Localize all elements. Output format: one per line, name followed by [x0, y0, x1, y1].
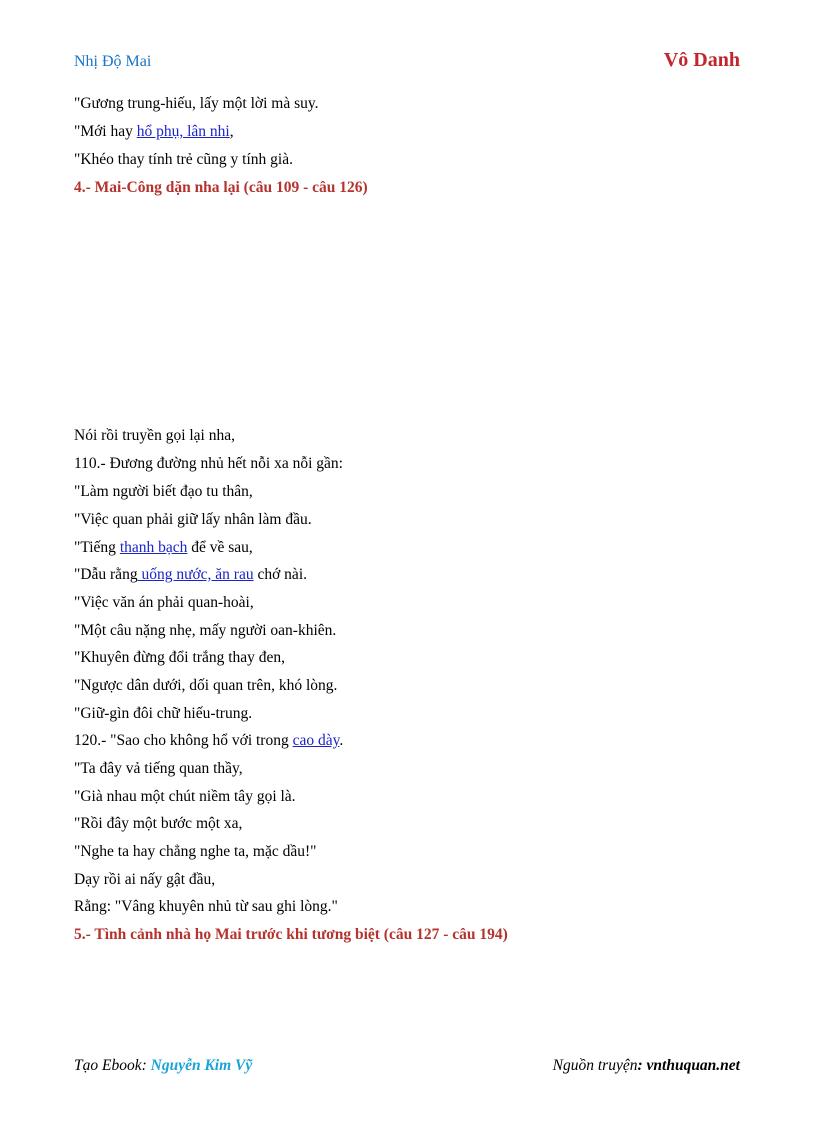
verse-line: "Một câu nặng nhẹ, mấy người oan-khiên. — [74, 622, 337, 639]
verse-line — [74, 731, 343, 751]
header-book-title: Nhị Độ Mai — [74, 53, 152, 70]
footer-source — [553, 1057, 740, 1075]
verse-line: Nói rồi truyền gọi lại nha, — [74, 427, 235, 444]
annotation-link[interactable]: thanh bạch — [119, 539, 188, 556]
verse-text: , — [229, 123, 234, 140]
section-heading-5: 5.- Tình cảnh nhà họ Mai trước khi tương biệt (câu 127 - câu 194) — [74, 926, 508, 943]
verse-line — [74, 122, 234, 142]
verse-line: "Làm người biết đạo tu thân, — [74, 483, 253, 500]
verse-line: "Việc văn án phải quan-hoài, — [74, 594, 254, 611]
footer-label: Nguồn truyện — [552, 1057, 638, 1074]
verse-text: chớ nài. — [253, 566, 307, 583]
footer-label: Tạo Ebook — [74, 1057, 142, 1074]
section-heading-4: 4.- Mai-Công dặn nha lại (câu 109 - câu 126) — [74, 179, 368, 196]
verse-line: "Khéo thay tính trẻ cũng y tính già. — [74, 151, 293, 168]
verse-line: "Việc quan phải giữ lấy nhân làm đầu. — [74, 511, 312, 528]
verse-text: "Mới hay — [74, 123, 137, 140]
verse-line: "Già nhau một chút niềm tây gọi là. — [74, 788, 296, 805]
annotation-link[interactable]: uống nước, ăn rau — [137, 566, 254, 583]
verse-line: "Giữ-gìn đôi chữ hiếu-trung. — [74, 705, 253, 722]
verse-line: "Gương trung-hiếu, lấy một lời mà suy. — [74, 95, 319, 112]
verse-line: Rằng: "Vâng khuyên nhủ từ sau ghi lòng." — [74, 898, 338, 915]
annotation-link[interactable]: cao dày — [292, 732, 340, 749]
footer-separator: : — [141, 1057, 151, 1074]
verse-line: "Rồi đây một bước một xa, — [74, 815, 243, 832]
verse-text: "Tiếng — [74, 539, 120, 556]
verse-line: 110.- Đương đường nhủ hết nỗi xa nỗi gần: — [74, 455, 343, 472]
verse-line: "Ta đây vả tiếng quan thầy, — [74, 760, 243, 777]
verse-line: "Khuyên đừng đổi trắng thay đen, — [74, 649, 286, 666]
footer-author: Nguyễn Kim Vỹ — [150, 1057, 253, 1074]
verse-text: . — [339, 732, 344, 749]
verse-text: "Dẫu rằng — [74, 566, 138, 583]
footer-site: vnthuquan.net — [646, 1057, 740, 1074]
annotation-link[interactable]: hổ phụ, lân nhi — [136, 123, 230, 140]
header-author: Vô Danh — [663, 49, 740, 71]
verse-line: "Ngược dân dưới, dối quan trên, khó lòng. — [74, 677, 338, 694]
verse-line — [74, 538, 253, 558]
footer-separator: : — [637, 1057, 647, 1074]
verse-line: Dạy rồi ai nấy gật đầu, — [74, 871, 216, 888]
verse-line — [74, 565, 307, 585]
verse-line: "Nghe ta hay chẳng nghe ta, mặc dầu!" — [74, 843, 317, 860]
verse-text: 120.- "Sao cho không hổ với trong — [74, 732, 293, 749]
footer-ebook-credit — [74, 1057, 252, 1075]
verse-text: để về sau, — [187, 539, 253, 556]
